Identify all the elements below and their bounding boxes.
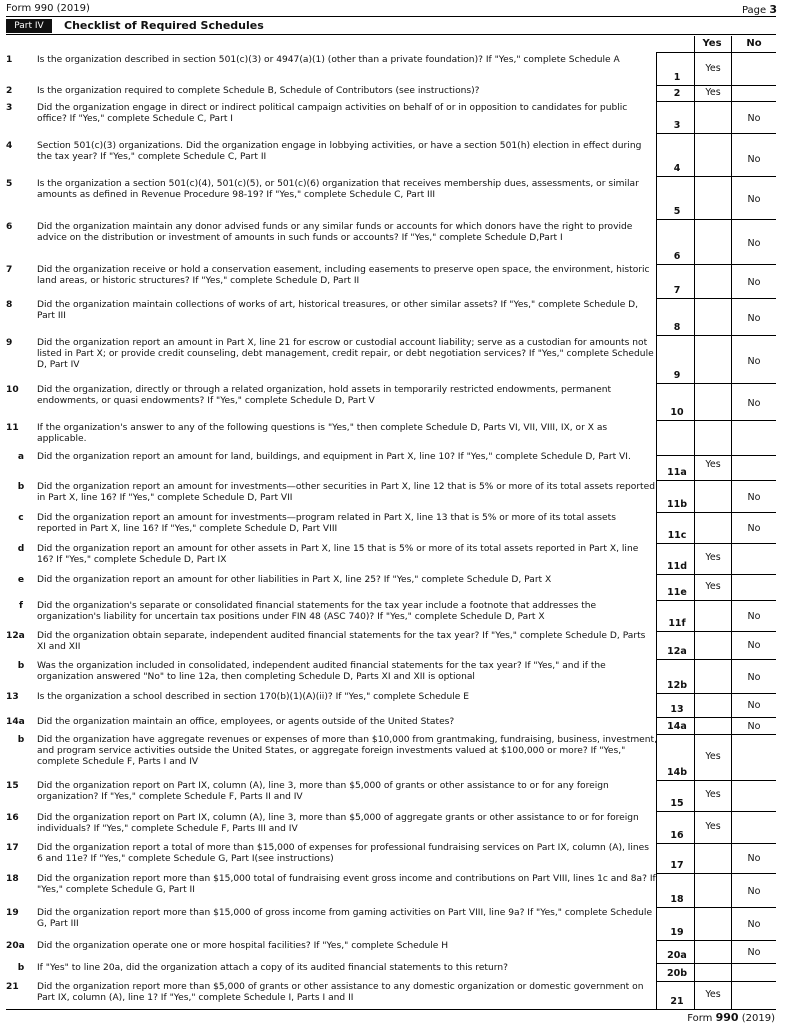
page-num: 3: [769, 3, 777, 16]
question-text: Did the organization maintain an office, employees, or agents outside of the United States?: [37, 717, 455, 727]
checklist-row: [0, 963, 791, 981]
checklist-row: [0, 982, 791, 1009]
line-label: 6: [673, 251, 681, 262]
checklist-row: [0, 141, 791, 176]
line-label: 11c: [667, 530, 687, 541]
line-number: 9: [6, 338, 13, 348]
checklist-row: [0, 692, 791, 717]
line-label: 11e: [667, 587, 687, 598]
question-text: Was the organization included in consolidated, independent audited financial statements for the tax year? If "Yes," and if the organization answered "No" to line 12a, then completing Schedule D, Parts XI and XII is optional: [37, 661, 606, 682]
line-label: 11f: [668, 618, 686, 629]
line-label: 17: [670, 860, 684, 871]
part-rule: [6, 34, 776, 35]
checklist-row: [0, 55, 791, 85]
footer-form-num: 990: [715, 1011, 739, 1024]
sub-line-letter: a: [17, 452, 25, 462]
yes-column-header: Yes: [702, 38, 722, 49]
no-answer[interactable]: No: [747, 947, 761, 958]
line-number: 11: [6, 423, 19, 433]
question-text: Did the organization report more than $5,000 of grants or other assistance to any domestic organization or domestic government on Part IX, column (A), line 1? If "Yes," complete Schedule I, Parts I and II: [37, 982, 644, 1003]
sub-line-letter: e: [17, 575, 25, 585]
question-text: Did the organization report more than $15,000 total of fundraising event gross income and contributions on Part VIII, lines 1c and 8a? If "Yes," complete Schedule G, Part II: [37, 874, 656, 895]
checklist-row: [0, 781, 791, 811]
line-number: 17: [6, 843, 19, 853]
yes-answer[interactable]: Yes: [705, 87, 721, 98]
footer-form-label: Form: [687, 1013, 713, 1024]
line-number: 15: [6, 781, 19, 791]
row-divider: [656, 480, 776, 481]
question-text: Did the organization report an amount for other liabilities in Part X, line 25? If "Yes," complete Schedule D, Part X: [37, 575, 552, 585]
row-divider: [656, 176, 776, 177]
question-text: Section 501(c)(3) organizations. Did the organization engage in lobbying activities, or have a section 501(h) election in effect during the tax year? If "Yes," complete Schedule C, Part II: [37, 141, 642, 162]
question-text: Did the organization maintain collections of works of art, historical treasures, or other similar assets? If "Yes," complete Schedule D, Part III: [37, 300, 639, 321]
no-answer[interactable]: No: [747, 919, 761, 930]
question-text: Did the organization's separate or consolidated financial statements for the tax year include a footnote that addresses the organization's liability for uncertain tax positions under FIN 48 (ASC 740)? If "Yes," complete Schedule D, Part X: [37, 601, 597, 622]
line-number: 6: [6, 222, 13, 232]
question-text: Did the organization obtain separate, independent audited financial statements for the tax year? If "Yes," complete Schedule D, Parts XI and XII: [37, 631, 646, 652]
bottom-rule: [6, 1009, 776, 1010]
line-label: 11b: [666, 499, 688, 510]
line-label: 10: [670, 407, 684, 418]
line-number: 14a: [6, 717, 25, 727]
sub-line-letter: b: [17, 482, 25, 492]
question-text: Did the organization report an amount for land, buildings, and equipment in Part X, line 10? If "Yes," complete Schedule D, Part VI.: [37, 452, 631, 462]
line-number: 7: [6, 265, 13, 275]
no-answer[interactable]: No: [747, 194, 761, 205]
yes-answer[interactable]: Yes: [705, 821, 721, 832]
sub-line-letter: f: [19, 601, 23, 611]
no-answer[interactable]: No: [747, 721, 761, 732]
part-title: Checklist of Required Schedules: [64, 19, 264, 32]
line-label: 1: [673, 72, 681, 83]
line-label: 18: [670, 894, 684, 905]
checklist-row: [0, 544, 791, 574]
form-header-left: Form 990 (2019): [6, 3, 90, 14]
line-label: 11a: [667, 467, 687, 478]
line-number: 21: [6, 982, 19, 992]
line-number: 1: [6, 55, 13, 65]
line-number: 13: [6, 692, 19, 702]
checklist-row: [0, 482, 791, 512]
no-answer[interactable]: No: [747, 523, 761, 534]
line-number: 20a: [6, 941, 25, 951]
row-divider: [656, 298, 776, 299]
yes-answer[interactable]: Yes: [705, 63, 721, 74]
yes-answer[interactable]: Yes: [705, 552, 721, 563]
question-text: Did the organization maintain any donor advised funds or any similar funds or accounts for which donors have the right to provide advice on the distribution or investment of amounts in such funds or accounts? If "Yes," complete Schedule D,Part I: [37, 222, 633, 243]
checklist-row: [0, 941, 791, 963]
checklist-row: [0, 843, 791, 873]
part-header: [6, 19, 776, 33]
line-label: 20b: [666, 968, 688, 979]
no-answer[interactable]: No: [747, 238, 761, 249]
yes-answer[interactable]: Yes: [705, 459, 721, 470]
checklist-row: [0, 179, 791, 219]
yes-answer[interactable]: Yes: [705, 581, 721, 592]
part-tag: Part IV: [6, 19, 52, 33]
no-answer[interactable]: No: [747, 313, 761, 324]
line-label: 9: [673, 370, 681, 381]
question-text: Did the organization operate one or more hospital facilities? If "Yes," complete Schedule H: [37, 941, 449, 951]
line-label: 8: [673, 322, 681, 333]
line-label: 12a: [667, 646, 687, 657]
sub-line-letter: b: [17, 735, 25, 745]
question-text: If the organization's answer to any of the following questions is "Yes," then complete Schedule D, Parts VI, VII, VIII, IX, or X as applicable.: [37, 423, 608, 444]
checklist-row: [0, 86, 791, 101]
checklist-row: [0, 385, 791, 420]
no-answer[interactable]: No: [747, 398, 761, 409]
line-label: 14b: [666, 767, 688, 778]
footer-year: (2019): [741, 1013, 775, 1024]
sub-line-letter: b: [17, 963, 25, 973]
question-text: Is the organization required to complete Schedule B, Schedule of Contributors (see instructions)?: [37, 86, 480, 96]
checklist-row: [0, 717, 791, 734]
checklist-row: [0, 513, 791, 543]
line-number: 16: [6, 813, 19, 823]
no-answer[interactable]: No: [747, 154, 761, 165]
yes-answer[interactable]: Yes: [705, 789, 721, 800]
checklist-row: [0, 908, 791, 940]
row-divider: [656, 420, 776, 421]
checklist-row: [0, 874, 791, 907]
page-number: [742, 3, 777, 16]
line-label: 4: [673, 163, 681, 174]
checklist-row: [0, 103, 791, 133]
sub-line-letter: b: [17, 661, 25, 671]
no-answer[interactable]: No: [747, 113, 761, 124]
yes-answer[interactable]: Yes: [705, 989, 721, 1000]
checklist-row: [0, 338, 791, 383]
checklist-row: [0, 735, 791, 780]
question-text: Did the organization report an amount for other assets in Part X, line 15 that is 5% or more of its total assets reported in Part X, line 16? If "Yes," complete Schedule D, Part IX: [37, 544, 639, 565]
line-label: 20a: [667, 950, 687, 961]
line-label: 3: [673, 120, 681, 131]
checklist-row: [0, 300, 791, 335]
no-column-header: No: [746, 38, 762, 49]
form-footer: [687, 1011, 775, 1024]
no-answer[interactable]: No: [747, 356, 761, 367]
line-number: 8: [6, 300, 13, 310]
checklist-row: [0, 423, 791, 455]
line-label: 12b: [666, 680, 688, 691]
row-divider: [656, 101, 776, 102]
row-divider: [656, 811, 776, 812]
question-text: Did the organization report on Part IX, column (A), line 3, more than $5,000 of aggregate grants or other assistance to or for foreign individuals? If "Yes," complete Schedule F, Parts III and IV: [37, 813, 639, 834]
yes-answer[interactable]: Yes: [705, 751, 721, 762]
question-text: Did the organization report more than $15,000 of gross income from gaming activities on Part VIII, line 9a? If "Yes," complete Schedule G, Part III: [37, 908, 653, 929]
question-text: Did the organization report an amount for investments—other securities in Part X, line 12 that is 5% or more of its total assets reported in Part X, line 16? If "Yes," complete Schedule D, Part VII: [37, 482, 655, 503]
grid-line: [656, 52, 776, 53]
checklist-row: [0, 813, 791, 843]
question-text: Is the organization a school described in section 170(b)(1)(A)(ii)? If "Yes," complete Schedule E: [37, 692, 469, 702]
question-text: Did the organization report an amount for investments—program related in Part X, line 13 that is 5% or more of its total assets reported in Part X, line 16? If "Yes," complete Schedule D, Part VIII: [37, 513, 616, 534]
question-text: If "Yes" to line 20a, did the organization attach a copy of its audited financial statements to this return?: [37, 963, 508, 973]
checklist-row: [0, 631, 791, 659]
line-number: 3: [6, 103, 13, 113]
question-text: Did the organization have aggregate revenues or expenses of more than $10,000 from grantmaking, fundraising, business, investment, and program service activities outside the United States, or aggregate foreign investments valued at $100,000 or more? If "Yes," complete Schedule F, Parts I and IV: [37, 735, 657, 767]
row-divider: [656, 383, 776, 384]
line-label: 19: [670, 927, 684, 938]
row-divider: [656, 219, 776, 220]
sub-line-letter: d: [17, 544, 25, 554]
line-number: 19: [6, 908, 19, 918]
line-label: 15: [670, 798, 684, 809]
line-label: 5: [673, 206, 681, 217]
no-answer[interactable]: No: [747, 886, 761, 897]
line-number: 5: [6, 179, 13, 189]
line-label: 11d: [666, 561, 688, 572]
checklist-row: [0, 575, 791, 600]
line-number: 10: [6, 385, 19, 395]
top-rule: [6, 16, 776, 17]
no-answer[interactable]: No: [747, 611, 761, 622]
no-answer[interactable]: No: [747, 672, 761, 683]
line-label: 16: [670, 830, 684, 841]
no-answer[interactable]: No: [747, 277, 761, 288]
line-number: 2: [6, 86, 13, 96]
question-text: Is the organization a section 501(c)(4), 501(c)(5), or 501(c)(6) organization that receives membership dues, assessments, or similar amounts as defined in Revenue Procedure 98-19? If "Yes," complete Schedule C, Part III: [37, 179, 639, 200]
question-text: Did the organization report a total of more than $15,000 of expenses for professional fundraising services on Part IX, column (A), lines 6 and 11e? If "Yes," complete Schedule G, Part I(see instructions): [37, 843, 649, 864]
checklist-row: [0, 601, 791, 631]
row-divider: [656, 133, 776, 134]
checklist-row: [0, 265, 791, 298]
question-text: Did the organization engage in direct or indirect political campaign activities on behalf of or in opposition to candidates for public office? If "Yes," complete Schedule C, Part I: [37, 103, 628, 124]
sub-line-letter: c: [18, 513, 24, 523]
line-number: 12a: [6, 631, 25, 641]
no-answer[interactable]: No: [747, 640, 761, 651]
line-number: 18: [6, 874, 19, 884]
row-divider: [656, 335, 776, 336]
line-label: 13: [670, 704, 684, 715]
row-divider: [656, 659, 776, 660]
no-answer[interactable]: No: [747, 700, 761, 711]
page-label: Page: [741, 5, 767, 16]
question-text: Did the organization receive or hold a conservation easement, including easements to preserve open space, the environment, historic land areas, or historic structures? If "Yes," complete Schedule D, Part II: [37, 265, 650, 286]
question-text: Did the organization report on Part IX, column (A), line 3, more than $5,000 of grants or other assistance to or for any foreign organization? If "Yes," complete Schedule F, Parts II and IV: [37, 781, 609, 802]
checklist-row: [0, 222, 791, 264]
question-text: Did the organization report an amount in Part X, line 21 for escrow or custodial account liability; serve as a custodian for amounts not listed in Part X; or provide credit counseling, debt management, credit repair, or debt negotiation services? If "Yes," complete Schedule D, Part IV: [37, 338, 654, 370]
no-answer[interactable]: No: [747, 853, 761, 864]
line-label: 7: [673, 285, 681, 296]
line-label: 14a: [667, 721, 687, 732]
line-label: 21: [670, 996, 684, 1007]
line-label: 2: [673, 88, 681, 99]
checklist-row: [0, 452, 791, 480]
question-text: Did the organization, directly or through a related organization, hold assets in temporarily restricted endowments, permanent endowments, or quasi endowments? If "Yes," complete Schedule D, Part V: [37, 385, 612, 406]
checklist-row: [0, 661, 791, 693]
question-text: Is the organization described in section 501(c)(3) or 4947(a)(1) (other than a private foundation)? If "Yes," complete Schedule A: [37, 55, 620, 65]
line-number: 4: [6, 141, 13, 151]
no-answer[interactable]: No: [747, 492, 761, 503]
